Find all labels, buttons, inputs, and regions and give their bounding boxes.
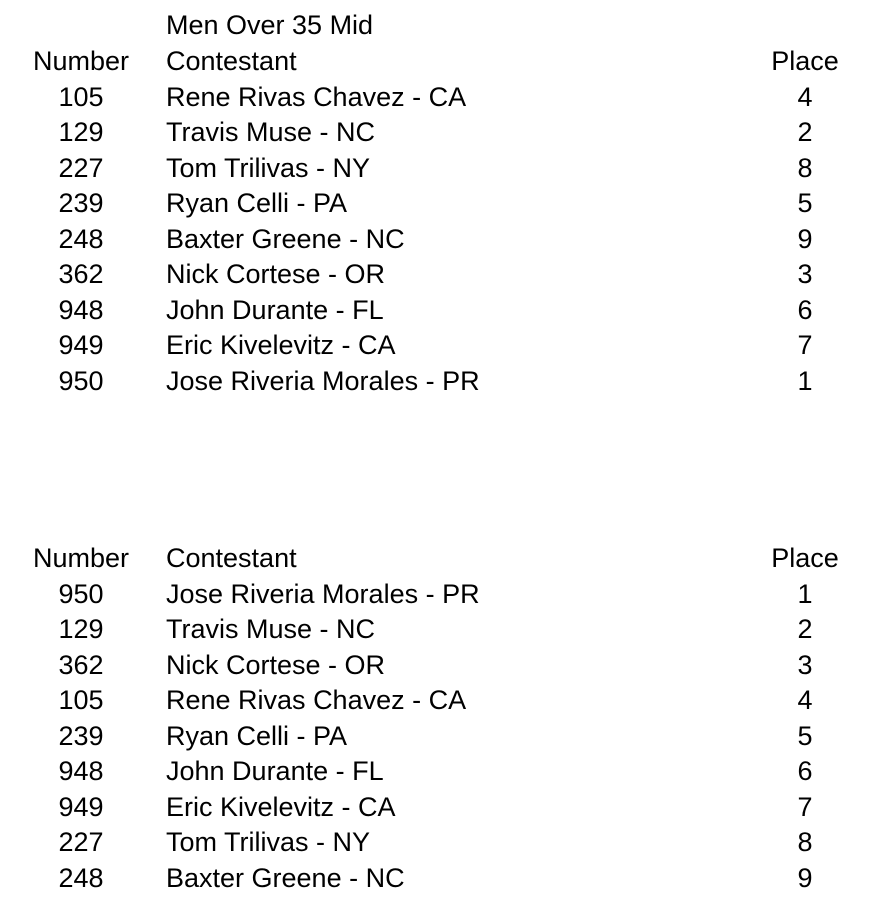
contestant-number: 239 [58,720,104,751]
table-row [0,648,889,684]
contestant-number: 227 [58,152,104,183]
contestant-number: 248 [58,223,104,254]
table-row [0,364,889,400]
contestant-place: 6 [797,294,813,325]
contestant-place: 9 [797,223,813,254]
table-row [0,719,889,755]
contestant-place: 2 [797,614,813,644]
table-row [0,257,889,293]
table-header-row [0,44,889,80]
results-table-by-number [0,44,889,399]
contestant-place: 3 [797,259,813,289]
contestant-number: 129 [58,117,104,147]
contestant-name: Rene Rivas Chavez - CA [166,81,467,112]
contestant-name: Jose Riveria Morales - PR [166,578,480,609]
contestant-place: 6 [797,756,813,786]
contestant-name: Tom Trilivas - NY [166,152,371,183]
contestant-name: John Durante - FL [166,756,384,786]
contestant-name: Eric Kivelevitz - CA [166,791,396,822]
contestant-place: 7 [797,791,813,822]
contestant-place: 7 [797,330,813,360]
contestant-name: Tom Trilivas - NY [166,827,371,857]
contestant-place: 5 [797,720,813,751]
contestant-number: 950 [58,365,104,396]
contestant-number: 950 [58,578,104,609]
table-row [0,186,889,222]
header-number: Number [32,543,130,573]
contestant-place: 9 [797,862,813,893]
table-row [0,825,889,861]
table-header-row [0,541,889,577]
header-contestant: Contestant [166,543,297,573]
contestant-number: 362 [58,259,104,289]
header-contestant: Contestant [166,46,297,76]
table-row [0,222,889,258]
category-title: Men Over 35 Mid [166,10,374,40]
table-row [0,790,889,826]
table-row [0,328,889,364]
contestant-number: 239 [58,188,104,218]
table-row [0,612,889,648]
contestant-name: John Durante - FL [166,294,384,325]
contestant-name: Ryan Celli - PA [166,720,348,751]
contestant-place: 4 [797,81,813,112]
contestant-number: 105 [58,685,104,715]
contestant-name: Baxter Greene - NC [166,862,405,893]
results-table-by-place [0,541,889,896]
contestant-number: 248 [58,862,104,893]
header-place: Place [771,543,839,573]
contestant-name: Jose Riveria Morales - PR [166,365,480,396]
contestant-number: 948 [58,756,104,786]
contestant-place: 2 [797,117,813,147]
contestant-name: Ryan Celli - PA [166,188,348,218]
contestant-number: 129 [58,614,104,644]
contestant-place: 8 [797,152,813,183]
contestant-number: 105 [58,81,104,112]
table-row [0,115,889,151]
table-row [0,577,889,613]
contestant-number: 948 [58,294,104,325]
table-row [0,683,889,719]
contestant-name: Nick Cortese - OR [166,649,386,680]
contestant-name: Eric Kivelevitz - CA [166,330,396,360]
table-row [0,861,889,897]
contestant-name: Travis Muse - NC [166,117,376,147]
table-row [0,80,889,116]
contestant-name: Baxter Greene - NC [166,223,405,254]
contestant-place: 5 [797,188,813,218]
contestant-name: Rene Rivas Chavez - CA [166,685,467,715]
contestant-place: 1 [797,578,813,609]
table-row [0,754,889,790]
table-row [0,293,889,329]
table-row [0,151,889,187]
header-number: Number [32,46,130,76]
header-place: Place [771,46,839,76]
contestant-place: 3 [797,649,813,680]
contestant-number: 227 [58,827,104,857]
contestant-name: Nick Cortese - OR [166,259,386,289]
contestant-place: 1 [797,365,813,396]
contestant-number: 362 [58,649,104,680]
contestant-number: 949 [58,791,104,822]
contestant-number: 949 [58,330,104,360]
contestant-place: 4 [797,685,813,715]
contestant-place: 8 [797,827,813,857]
contestant-name: Travis Muse - NC [166,614,376,644]
